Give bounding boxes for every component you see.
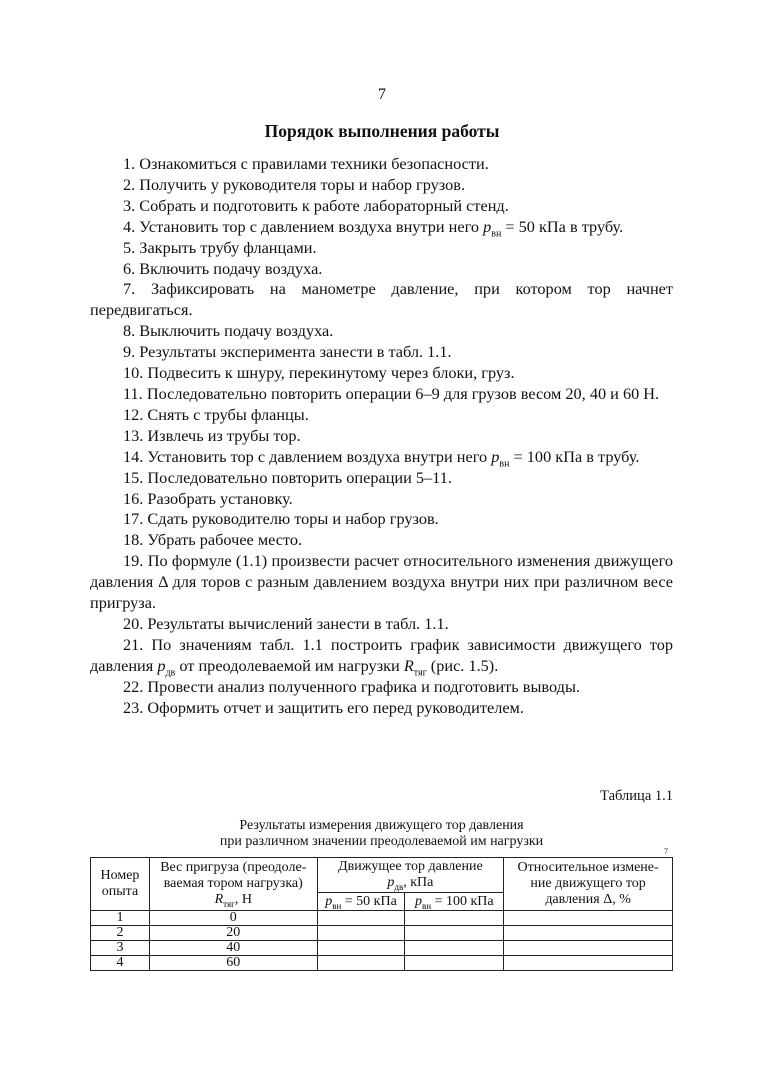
header-experiment-number: Номер опыта bbox=[91, 858, 150, 911]
header-pressure-100: $p_{вн} = 100$ кПа bbox=[405, 893, 504, 911]
list-item: 5. Закрыть трубу фланцами. bbox=[123, 237, 317, 257]
table-row: 4 60 bbox=[91, 956, 673, 971]
list-item: 21. По значениям табл. 1.1 построить график зависимости движущего тор давления $p_{дв}$ от преодолеваемой им нагрузки $R_{тяг}$ (рис. 1.5). bbox=[90, 634, 673, 678]
list-item: 11. Последовательно повторить операции 6–9 для грузов весом 20, 40 и 60 Н. bbox=[123, 383, 660, 403]
list-item: 17. Сдать руководителю торы и набор грузов. bbox=[123, 509, 439, 529]
list-item: 15. Последовательно повторить операции 5–11. bbox=[123, 467, 452, 487]
procedure-list bbox=[90, 154, 673, 718]
list-item: 10. Подвесить к шнуру, перекинутому через блоки, груз. bbox=[123, 363, 515, 383]
list-item: 22. Провести анализ полученного графика и подготовить выводы. bbox=[123, 676, 580, 696]
list-item: 1. Ознакомиться с правилами техники безопасности. bbox=[123, 154, 489, 173]
header-relative-change: Относительное измене- ние движущего тор давления Δ, % bbox=[504, 858, 673, 911]
table-row: 1 0 bbox=[91, 911, 673, 926]
table-title: Результаты измерения движущего тор давления при различном значении преодолеваемой им нагрузки bbox=[219, 818, 544, 849]
table-caption: Таблица 1.1 bbox=[600, 788, 673, 804]
page-number: 7 bbox=[378, 86, 386, 103]
header-pressure-50: $p_{вн} = 50$ кПа bbox=[317, 893, 405, 911]
table-header-row bbox=[91, 858, 673, 893]
list-item: 13. Извлечь из трубы тор. bbox=[123, 425, 301, 445]
header-driving-pressure: Движущее тор давление $p_{дв}$, кПа bbox=[317, 858, 504, 893]
list-item: 12. Снять с трубы фланцы. bbox=[123, 404, 309, 424]
results-table bbox=[90, 857, 673, 971]
list-item: 19. По формуле (1.1) произвести расчет относительного изменения движущего давления Δ для торов с разным давлением воздуха внутри них при различном весе пригруза. bbox=[90, 551, 673, 613]
list-item: 6. Включить подачу воздуха. bbox=[123, 258, 323, 278]
section-heading: Порядок выполнения работы bbox=[264, 121, 500, 141]
list-item: 9. Результаты эксперимента занести в табл. 1.1. bbox=[123, 342, 452, 362]
list-item: 16. Разобрать установку. bbox=[123, 488, 293, 508]
header-load: Вес пригруза (преодоле- ваемая тором нагрузка) $R_{тяг}$, Н bbox=[149, 858, 317, 911]
list-item: 8. Выключить подачу воздуха. bbox=[123, 321, 334, 341]
list-item: 7. Зафиксировать на манометре давление, при котором тор начнет передвигаться. bbox=[90, 279, 673, 320]
list-item: 2. Получить у руководителя торы и набор грузов. bbox=[123, 174, 466, 194]
table-row: 3 40 bbox=[91, 941, 673, 956]
list-item: 20. Результаты вычислений занести в табл. 1.1. bbox=[123, 613, 449, 633]
table-corner-mark: 7 bbox=[664, 847, 668, 856]
table-row: 2 20 bbox=[91, 926, 673, 941]
list-item: 4. Установить тор с давлением воздуха внутри него $p_{вн} = 50$ кПа в трубу. bbox=[123, 216, 624, 239]
list-item: 18. Убрать рабочее место. bbox=[123, 530, 303, 550]
list-item: 3. Собрать и подготовить к работе лабораторный стенд. bbox=[123, 195, 509, 215]
list-item: 14. Установить тор с давлением воздуха внутри него $p_{вн} = 100$ кПа в трубу. bbox=[123, 446, 640, 469]
list-item: 23. Оформить отчет и защитить его перед руководителем. bbox=[123, 697, 524, 717]
